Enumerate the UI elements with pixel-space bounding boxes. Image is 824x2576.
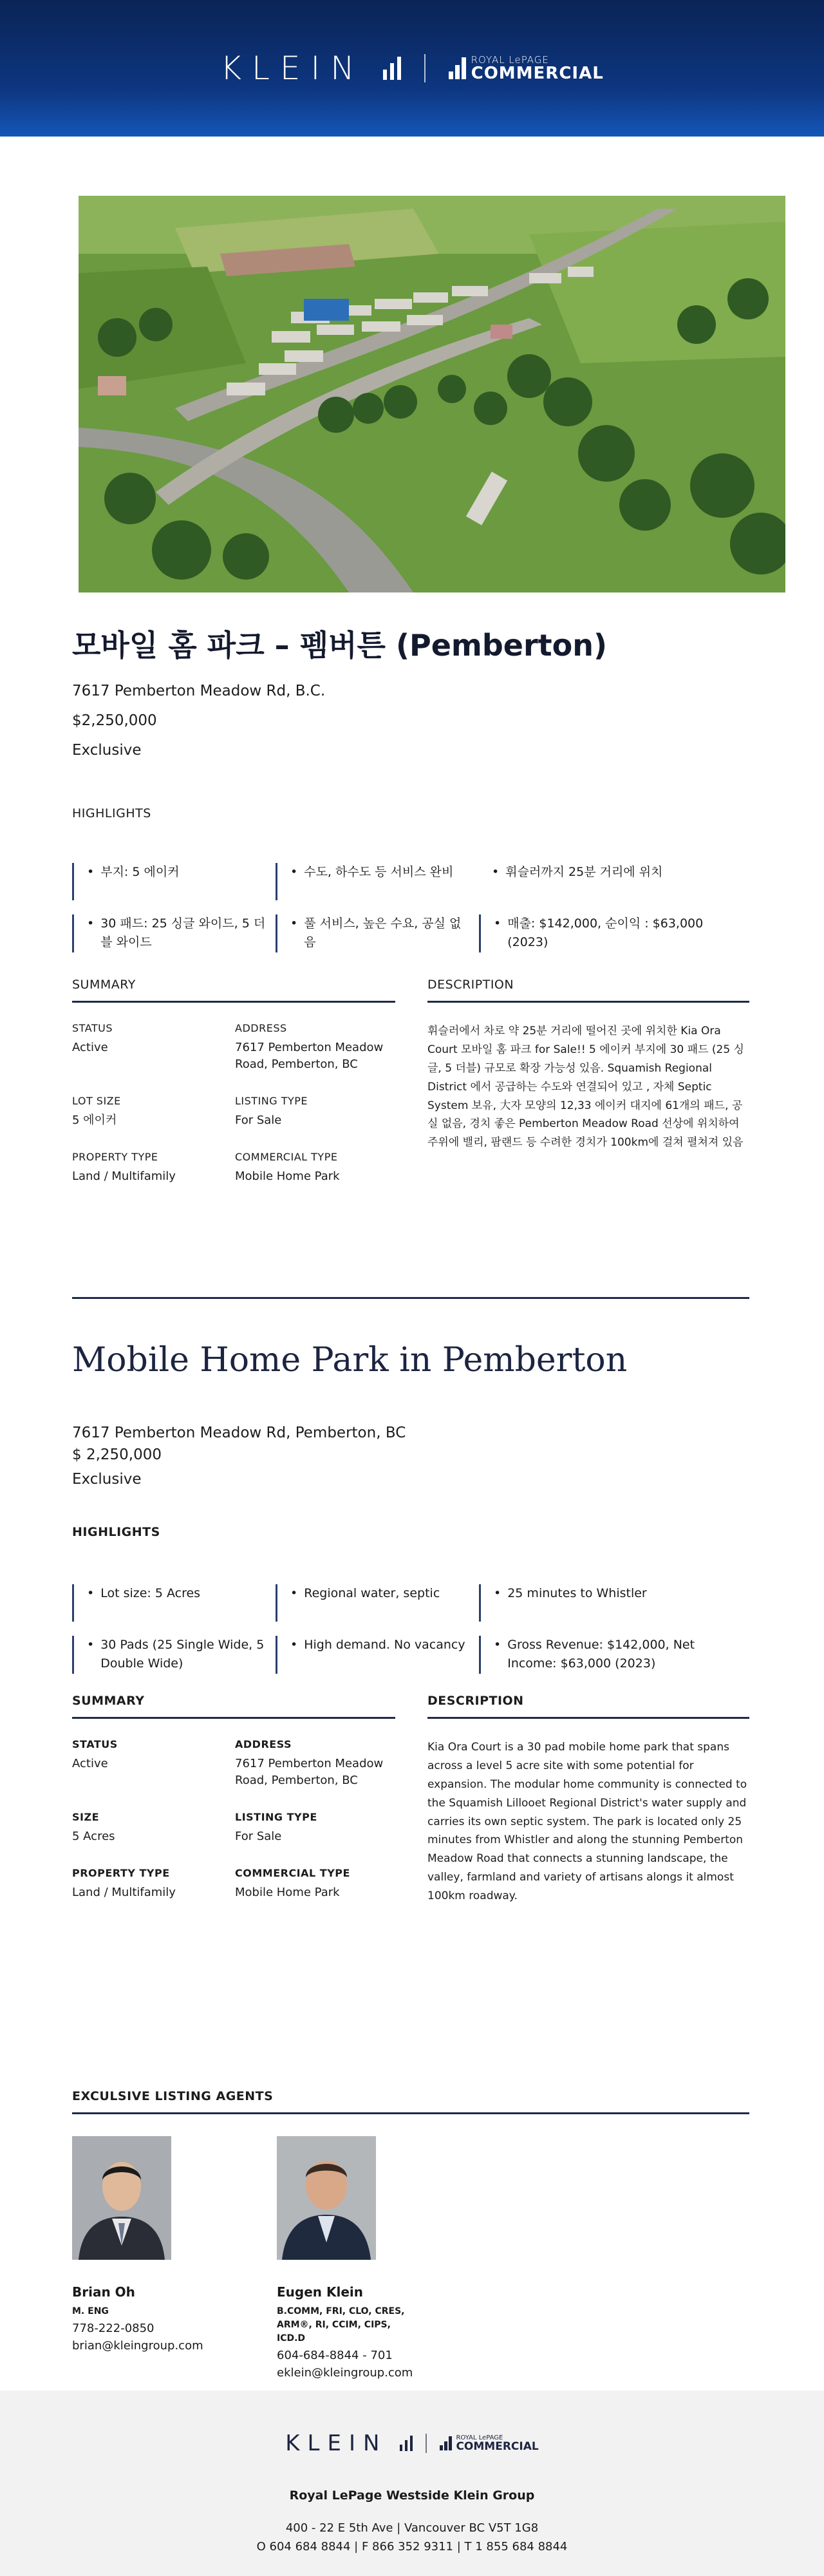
agents-section bbox=[72, 2089, 749, 2382]
agent-phone[interactable]: 604-684-8844 - 701 bbox=[277, 2349, 393, 2362]
agent-credentials: M. ENG bbox=[72, 2306, 109, 2316]
agent-card bbox=[72, 2136, 201, 2382]
agent-email[interactable]: eklein@kleingroup.com bbox=[277, 2366, 413, 2380]
english-highlight-item: • Regional water, septic bbox=[276, 1584, 479, 1622]
korean-highlights bbox=[72, 863, 749, 952]
korean-highlight-item: • 수도, 하수도 등 서비스 완비 bbox=[276, 863, 479, 900]
korean-description: 휘슬러에서 차로 약 25분 거리에 떨어진 곳에 위치한 Kia Ora Court 모바일 홈 파크 for Sale!! 5 에이커 부지에 30 패드 (25 싱글, 5 더블) 규모로 확장 가능성 있음. Squamish Regional District 에서 공급하는 수도와 연결되어 있고 , 자체 Septic System 보유, 大자 모양의 12,33 에이커 대지에 61개의 패드, 공실 없음, 경치 좋은 Pemberton Meadow Road 선상에 위치하여 주위에 밸리, 팜랜드 등 수려한 경치가 100km에 걸쳐 펼쳐져 있음 bbox=[427, 1025, 744, 1150]
english-summary-address: 7617 Pemberton Meadow Road, Pemberton, BC bbox=[235, 1757, 384, 1788]
footer-company-name: Royal LePage Westside Klein Group bbox=[289, 2488, 535, 2503]
korean-listing-type: For Sale bbox=[235, 1113, 282, 1128]
korean-highlight-item: • 휘슬러까지 25분 거리에 위치 bbox=[492, 865, 663, 879]
section-divider bbox=[72, 1297, 749, 1299]
aerial-illustration bbox=[79, 196, 785, 592]
korean-description-heading: DESCRIPTION bbox=[427, 978, 749, 1003]
english-description-heading: DESCRIPTION bbox=[427, 1694, 749, 1719]
agent-photo bbox=[277, 2136, 376, 2260]
korean-lot-size: 5 에이커 bbox=[72, 1113, 117, 1128]
korean-highlights-label-block bbox=[72, 806, 749, 820]
korean-highlight-item: • 30 패드: 25 싱글 와이드, 5 더블 와이드 bbox=[72, 914, 276, 952]
korean-summary-description bbox=[72, 978, 749, 1185]
korean-highlight-item: • 부지: 5 에이커 bbox=[72, 863, 276, 900]
english-address: 7617 Pemberton Meadow Rd, Pemberton, BC bbox=[72, 1425, 406, 1441]
hero-aerial-photo bbox=[79, 196, 785, 592]
english-summary-description bbox=[72, 1694, 749, 1906]
agent-phone[interactable]: 778-222-0850 bbox=[72, 2322, 154, 2335]
english-listing-type: For Sale bbox=[235, 1830, 282, 1844]
agent-email[interactable]: brian@kleingroup.com bbox=[72, 2339, 203, 2353]
royal-lepage-top-text: ROYAL LePAGE bbox=[471, 53, 549, 66]
footer-royal-lepage-logo: ROYAL LePAGE COMMERCIAL bbox=[440, 2435, 538, 2452]
korean-property-type: Land / Multifamily bbox=[72, 1170, 176, 1184]
klein-bars-icon bbox=[383, 57, 401, 80]
korean-commercial-type: Mobile Home Park bbox=[235, 1170, 340, 1184]
korean-highlights-label: HIGHLIGHTS bbox=[72, 806, 151, 820]
klein-logo-text: KLEIN bbox=[220, 50, 365, 87]
korean-summary-address: 7617 Pemberton Meadow Road, Pemberton, BC bbox=[235, 1041, 384, 1072]
korean-info bbox=[72, 683, 749, 759]
english-price: $ 2,250,000 bbox=[72, 1446, 162, 1463]
footer-klein-text: KLEIN bbox=[285, 2430, 388, 2456]
header-logo bbox=[220, 50, 604, 87]
footer-logo-separator bbox=[426, 2434, 427, 2453]
header-banner bbox=[0, 0, 824, 137]
footer-address: 400 - 22 E 5th Ave | Vancouver BC V5T 1G8 bbox=[285, 2521, 539, 2535]
agent-name: Eugen Klein bbox=[277, 2284, 363, 2300]
agent-photo bbox=[72, 2136, 171, 2260]
korean-highlight-item: • 매출: $142,000, 순이익 : $63,000 (2023) bbox=[479, 914, 736, 952]
english-title: Mobile Home Park in Pemberton bbox=[72, 1341, 628, 1379]
english-commercial-type: Mobile Home Park bbox=[235, 1886, 340, 1900]
korean-tag: Exclusive bbox=[72, 742, 142, 759]
english-size: 5 Acres bbox=[72, 1830, 115, 1844]
agent-credentials: B.COMM, FRI, CLO, CRES, ARM®, RI, CCIM, CIPS, ICD.D bbox=[277, 2306, 405, 2344]
agent-card bbox=[277, 2136, 413, 2382]
klein-bars-icon bbox=[400, 2436, 413, 2451]
footer-contact bbox=[0, 2519, 824, 2557]
korean-title-block bbox=[72, 622, 749, 665]
english-highlight-item: • High demand. No vacancy bbox=[276, 1636, 479, 1674]
english-highlight-item: • 30 Pads (25 Single Wide, 5 Double Wide) bbox=[72, 1636, 276, 1674]
agents-heading: EXCULSIVE LISTING AGENTS bbox=[72, 2089, 749, 2114]
english-summary-grid: STATUS Active ADDRESS 7617 Pemberton Meadow Road, Pemberton, BC SIZE 5 Acres LISTING TYPE For Sale PROPERTY TYPE Land / Multifamily COMMERCIAL TYPE Mobile Home Park bbox=[72, 1738, 395, 1901]
english-highlight-item: • Lot size: 5 Acres bbox=[72, 1584, 276, 1622]
english-info bbox=[72, 1425, 749, 1488]
english-property-type: Land / Multifamily bbox=[72, 1886, 176, 1900]
royal-lepage-bottom-text: COMMERCIAL bbox=[471, 63, 604, 83]
royal-lepage-mark-icon bbox=[440, 2436, 452, 2450]
agent-name: Brian Oh bbox=[72, 2284, 135, 2300]
korean-price: $2,250,000 bbox=[72, 712, 157, 729]
footer-logo bbox=[0, 2430, 824, 2456]
footer bbox=[0, 2391, 824, 2576]
korean-title: 모바일 홈 파크 – 펨버튼 (Pemberton) bbox=[72, 628, 608, 663]
royal-lepage-logo bbox=[449, 55, 604, 82]
english-highlight-item: • 25 minutes to Whistler bbox=[479, 1584, 736, 1622]
english-tag: Exclusive bbox=[72, 1471, 142, 1488]
english-highlight-item: • Gross Revenue: $142,000, Net Income: $63,000 (2023) bbox=[479, 1636, 736, 1674]
korean-summary-heading: SUMMARY bbox=[72, 978, 395, 1003]
english-highlights-label: HIGHLIGHTS bbox=[72, 1525, 160, 1539]
royal-lepage-mark-icon bbox=[449, 57, 466, 79]
english-highlights-label-block bbox=[72, 1525, 749, 1539]
english-description: Kia Ora Court is a 30 pad mobile home park that spans across a level 5 acre site with some potential for expansion. The modular home community is connected to the Squamish Lillooet Regional District's water supply and carries its own septic system. The park is located only 25 minutes from Whistler and along the stunning Pemberton Meadow Road that connects a stunning landscape, the valley, farmland and variety of artisans alongs it almost 100km roadway. bbox=[427, 1741, 747, 1903]
logo-separator bbox=[424, 54, 426, 82]
korean-highlight-item: • 풀 서비스, 높은 수요, 공실 없음 bbox=[276, 914, 479, 952]
english-title-block bbox=[72, 1341, 749, 1379]
english-summary-heading: SUMMARY bbox=[72, 1694, 395, 1719]
korean-address: 7617 Pemberton Meadow Rd, B.C. bbox=[72, 683, 326, 699]
korean-summary-grid: STATUS Active ADDRESS 7617 Pemberton Meadow Road, Pemberton, BC LOT SIZE 5 에이커 LISTING TYPE For Sale PROPERTY TYPE Land / Multifamily COMMERCIAL TYPE Mobile Home Park bbox=[72, 1022, 395, 1185]
footer-phones: O 604 684 8844 | F 866 352 9311 | T 1 855 684 8844 bbox=[256, 2539, 568, 2553]
english-highlights bbox=[72, 1584, 749, 1674]
english-status: Active bbox=[72, 1757, 108, 1770]
korean-status: Active bbox=[72, 1041, 108, 1054]
